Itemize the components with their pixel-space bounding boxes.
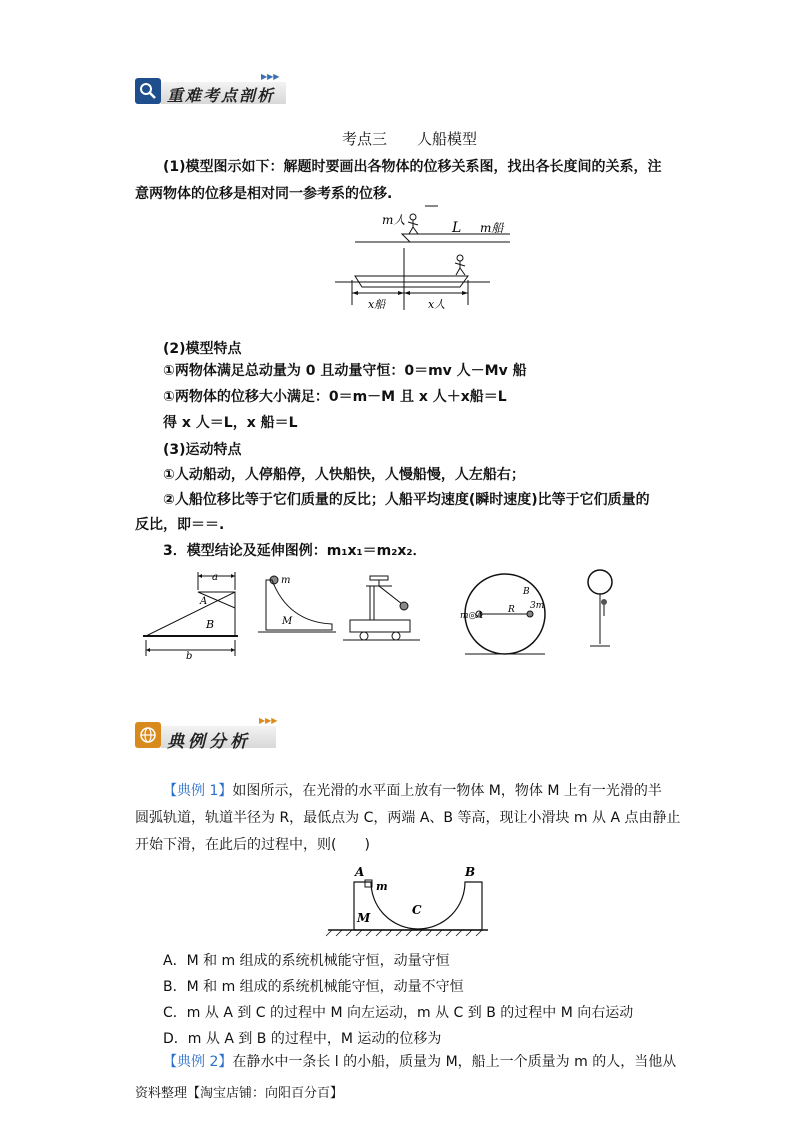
svg-text:m◎A: m◎A [460, 611, 483, 621]
example1-tag: 【典例 1】 [163, 783, 233, 799]
section-banner-examples [135, 716, 295, 752]
svg-text:M: M [282, 616, 293, 627]
svg-text:3m: 3m [530, 601, 545, 611]
example1-line1: 【典例 1】如图所示，在光滑的水平面上放有一物体 M，物体 M 上有一光滑的半 [163, 783, 662, 799]
svg-text:C: C [412, 903, 422, 917]
extension-diagrams [138, 568, 658, 660]
svg-text:R: R [508, 605, 515, 615]
example1-line3: 开始下滑，在此后的过程中，则( ) [135, 837, 370, 853]
motion-item2: ②人船位移比等于它们质量的反比；人船平均速度(瞬时速度)比等于它们质量的 [163, 492, 650, 508]
svg-text:B: B [523, 587, 530, 597]
semicircle-track-diagram [320, 862, 490, 942]
person-boat-diagram [330, 200, 510, 315]
label-x-boat: x船 [368, 298, 386, 311]
example1-line2: 圆弧轨道，轨道半径为 R，最低点为 C，两端 A、B 等高，现让小滑块 m 从 A 点由静止 [135, 810, 681, 826]
feature-momentum: ①两物体满足总动量为 0 且动量守恒：0＝mv 人－Mv 船 [163, 363, 527, 379]
triangle-arrows-icon: ▶▶▶ [261, 72, 280, 81]
motion-heading: (3)运动特点 [163, 442, 242, 458]
svg-text:B: B [465, 865, 476, 879]
example2-line1: 【典例 2】在静水中一条长 l 的小船，质量为 M，船上一个质量为 m 的人，当他从 [163, 1054, 677, 1070]
feature-result: 得 x 人＝L，x 船＝L [163, 415, 298, 431]
curved-track-diagram [258, 575, 336, 632]
example2-tag: 【典例 2】 [163, 1054, 233, 1070]
features-heading: (2)模型特点 [163, 341, 242, 357]
svg-text:m: m [376, 880, 388, 893]
label-m-boat: m船 [480, 221, 504, 235]
svg-text:M: M [357, 911, 371, 925]
section-banner-key-points [135, 72, 295, 108]
svg-text:B: B [206, 618, 215, 631]
option-a[interactable]: A．M 和 m 组成的系统机械能守恒，动量守恒 [163, 953, 450, 969]
banner-title: 典例分析 [167, 732, 251, 752]
option-b[interactable]: B．M 和 m 组成的系统机械能守恒，动量不守恒 [163, 979, 464, 995]
balloon-person-diagram [588, 570, 612, 646]
model-desc-line2: 意两物体的位移是相对同一参考系的位移. [135, 186, 393, 202]
search-icon [135, 78, 161, 104]
option-d[interactable]: D．m 从 A 到 B 的过程中，M 运动的位移为 [163, 1031, 442, 1047]
svg-text:b: b [186, 651, 193, 660]
conclusion-text: 3．模型结论及延伸图例：m₁x₁＝m₂x₂． [163, 543, 427, 559]
section-title: 考点三 人船模型 [342, 130, 478, 148]
footer-text: 资料整理【淘宝店铺：向阳百分百】 [135, 1086, 344, 1101]
label-x-person: x人 [428, 298, 446, 311]
wedge-diagram [143, 572, 238, 660]
svg-text:A: A [200, 596, 208, 607]
globe-icon [135, 722, 161, 748]
banner-title: 重难考点剖析 [167, 86, 276, 105]
person-figure-bottom [455, 255, 465, 275]
svg-text:m: m [281, 575, 291, 586]
feature-displacement: ①两物体的位移大小满足：0＝m－M 且 x 人＋x船＝L [163, 389, 507, 405]
model-desc-line1: (1)模型图示如下：解题时要画出各物体的位移关系图，找出各长度间的关系，注 [163, 159, 662, 175]
label-m-person: m人 [382, 213, 406, 227]
motion-item3: 反比，即＝＝. [135, 517, 225, 533]
svg-text:a: a [212, 572, 218, 583]
circle-ring-diagram [460, 574, 545, 654]
motion-item1: ①人动船动，人停船停，人快船快，人慢船慢，人左船右； [163, 467, 525, 483]
svg-text:A: A [355, 865, 365, 879]
cart-pendulum-diagram [343, 576, 420, 640]
option-c[interactable]: C．m 从 A 到 C 的过程中 M 向左运动，m 从 C 到 B 的过程中 M 向右运动 [163, 1005, 634, 1021]
label-L: L [452, 220, 462, 236]
person-figure-top [408, 214, 418, 234]
triangle-arrows-icon: ▶▶▶ [259, 716, 278, 725]
